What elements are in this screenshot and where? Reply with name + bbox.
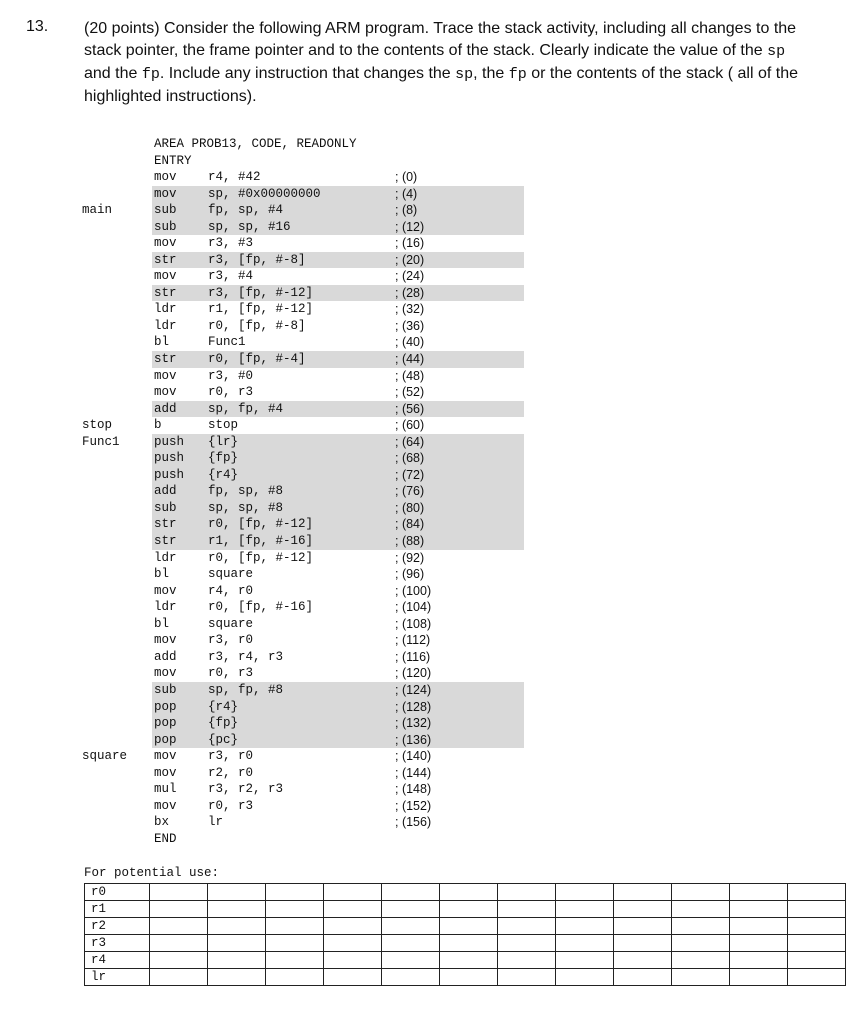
register-cell[interactable] xyxy=(440,884,498,901)
code-opcode: mov xyxy=(154,749,177,764)
register-cell[interactable] xyxy=(556,952,614,969)
register-cell[interactable] xyxy=(672,901,730,918)
register-cell[interactable] xyxy=(556,901,614,918)
code-line xyxy=(82,632,452,649)
code-line xyxy=(82,550,452,567)
register-row xyxy=(85,952,846,969)
code-comment: ; (48) xyxy=(395,368,425,383)
code-comment: ; (152) xyxy=(395,798,432,813)
code-comment: ; (36) xyxy=(395,318,425,333)
code-line xyxy=(82,566,452,583)
code-comment: ; (76) xyxy=(395,484,425,499)
code-line xyxy=(82,682,452,699)
code-opcode: bx xyxy=(154,815,170,830)
register-cell[interactable] xyxy=(266,918,324,935)
register-cell[interactable] xyxy=(208,901,266,918)
register-cell[interactable] xyxy=(208,952,266,969)
code-line xyxy=(82,401,452,418)
code-label: Func1 xyxy=(82,434,120,449)
code-label: main xyxy=(82,203,113,218)
register-cell[interactable] xyxy=(788,901,846,918)
code-comment: ; (56) xyxy=(395,401,425,416)
code-opcode: str xyxy=(154,285,177,300)
register-cell[interactable] xyxy=(324,935,382,952)
code-line xyxy=(82,649,452,666)
register-row xyxy=(85,918,846,935)
register-name: r1 xyxy=(85,901,150,918)
code-header-line xyxy=(82,153,452,170)
entry-directive: ENTRY xyxy=(154,153,192,168)
sp-keyword: sp xyxy=(455,66,474,83)
code-operands: {fp} xyxy=(208,716,239,731)
code-comment: ; (104) xyxy=(395,600,432,615)
code-line xyxy=(82,798,452,815)
code-operands: r0, [fp, #-8] xyxy=(208,318,306,333)
fp-keyword: fp xyxy=(141,66,160,83)
code-line xyxy=(82,417,452,434)
code-line xyxy=(82,268,452,285)
code-line xyxy=(82,616,452,633)
register-cell[interactable] xyxy=(614,901,672,918)
code-opcode: mov xyxy=(154,798,177,813)
register-cell[interactable] xyxy=(498,935,556,952)
code-line xyxy=(82,169,452,186)
register-cell[interactable] xyxy=(498,884,556,901)
code-comment: ; (8) xyxy=(395,203,418,218)
register-cell[interactable] xyxy=(266,935,324,952)
code-opcode: mov xyxy=(154,269,177,284)
code-line xyxy=(82,301,452,318)
code-operands: r0, [fp, #-12] xyxy=(208,550,314,565)
code-line xyxy=(82,450,452,467)
register-cell[interactable] xyxy=(266,952,324,969)
code-line xyxy=(82,334,452,351)
code-line xyxy=(82,368,452,385)
code-comment: ; (24) xyxy=(395,269,425,284)
register-cell[interactable] xyxy=(324,918,382,935)
code-comment: ; (128) xyxy=(395,699,432,714)
code-comment: ; (44) xyxy=(395,352,425,367)
code-label: stop xyxy=(82,418,113,433)
code-comment: ; (4) xyxy=(395,186,418,201)
code-opcode: push xyxy=(154,434,185,449)
code-opcode: mov xyxy=(154,666,177,681)
code-comment: ; (140) xyxy=(395,749,432,764)
register-cell[interactable] xyxy=(382,969,440,986)
code-operands: r3, r0 xyxy=(208,749,254,764)
code-opcode: mul xyxy=(154,782,177,797)
code-operands: {r4} xyxy=(208,467,239,482)
code-comment: ; (16) xyxy=(395,236,425,251)
fp-keyword: fp xyxy=(508,66,527,83)
code-opcode: mov xyxy=(154,368,177,383)
code-comment: ; (84) xyxy=(395,517,425,532)
question-text-part: (20 points) Consider the following ARM program. Trace the stack activity, including all changes to the stack pointer, the frame pointer and to the contents of the stack. Clearly indicate the value of the xyxy=(84,20,797,59)
register-cell[interactable] xyxy=(730,901,788,918)
code-opcode: ldr xyxy=(154,550,177,565)
code-line xyxy=(82,434,452,451)
code-line xyxy=(82,500,452,517)
register-row xyxy=(85,901,846,918)
code-opcode: mov xyxy=(154,765,177,780)
code-line xyxy=(82,748,452,765)
question-text xyxy=(84,18,804,108)
code-operands: square xyxy=(208,567,254,582)
code-line xyxy=(82,765,452,782)
area-directive: AREA PROB13, CODE, READONLY xyxy=(154,137,357,151)
code-comment: ; (40) xyxy=(395,335,425,350)
register-cell[interactable] xyxy=(614,935,672,952)
register-cell[interactable] xyxy=(614,969,672,986)
end-directive: END xyxy=(154,831,177,846)
code-opcode: ldr xyxy=(154,302,177,317)
code-operands: square xyxy=(208,616,254,631)
register-cell[interactable] xyxy=(556,935,614,952)
register-cell[interactable] xyxy=(440,918,498,935)
register-cell[interactable] xyxy=(150,884,208,901)
question-text-part: or the contents of the stack ( all of the highlighted instructions). xyxy=(84,65,799,105)
code-rows xyxy=(82,169,452,831)
code-opcode: pop xyxy=(154,699,177,714)
code-header-line xyxy=(82,136,452,153)
code-opcode: sub xyxy=(154,219,177,234)
code-comment: ; (116) xyxy=(395,649,431,664)
code-opcode: add xyxy=(154,484,177,499)
code-comment: ; (88) xyxy=(395,534,425,549)
question-text-part: and the xyxy=(84,65,142,82)
register-cell[interactable] xyxy=(382,952,440,969)
code-comment: ; (144) xyxy=(395,765,432,780)
register-table xyxy=(84,883,846,986)
register-name: lr xyxy=(85,969,150,986)
code-line xyxy=(82,483,452,500)
question-text-part: . Include any instruction that changes the xyxy=(159,65,456,82)
register-row xyxy=(85,884,846,901)
code-operands: r0, [fp, #-4] xyxy=(208,352,306,367)
register-cell[interactable] xyxy=(614,884,672,901)
register-name: r0 xyxy=(85,884,150,901)
register-cell[interactable] xyxy=(730,884,788,901)
code-operands: r0, r3 xyxy=(208,798,254,813)
code-operands: r0, r3 xyxy=(208,385,254,400)
code-operands: sp, sp, #8 xyxy=(208,500,284,515)
register-row xyxy=(85,935,846,952)
code-operands: r0, r3 xyxy=(208,666,254,681)
code-line xyxy=(82,252,452,269)
code-operands: sp, sp, #16 xyxy=(208,219,291,234)
sp-keyword: sp xyxy=(767,43,786,60)
register-cell[interactable] xyxy=(440,952,498,969)
register-cell[interactable] xyxy=(672,952,730,969)
code-opcode: push xyxy=(154,467,185,482)
register-cell[interactable] xyxy=(614,952,672,969)
register-cell[interactable] xyxy=(440,901,498,918)
register-name: r3 xyxy=(85,935,150,952)
register-cell[interactable] xyxy=(150,935,208,952)
code-operands: r4, r0 xyxy=(208,583,254,598)
register-row xyxy=(85,969,846,986)
code-opcode: str xyxy=(154,517,177,532)
register-cell[interactable] xyxy=(498,952,556,969)
code-operands: Func1 xyxy=(208,335,246,350)
register-cell[interactable] xyxy=(788,918,846,935)
code-operands: sp, fp, #8 xyxy=(208,682,284,697)
code-operands: r2, r0 xyxy=(208,765,254,780)
code-operands: {pc} xyxy=(208,732,239,747)
code-comment: ; (124) xyxy=(395,682,432,697)
register-cell[interactable] xyxy=(266,901,324,918)
register-cell[interactable] xyxy=(266,969,324,986)
code-opcode: add xyxy=(154,401,177,416)
code-listing xyxy=(82,136,452,847)
code-line xyxy=(82,583,452,600)
code-line xyxy=(82,665,452,682)
code-opcode: pop xyxy=(154,732,177,747)
code-comment: ; (12) xyxy=(395,219,425,234)
register-cell[interactable] xyxy=(672,935,730,952)
register-cell[interactable] xyxy=(730,935,788,952)
code-line xyxy=(82,699,452,716)
code-line xyxy=(82,599,452,616)
code-operands: r3, [fp, #-8] xyxy=(208,252,306,267)
code-operands: r3, r4, r3 xyxy=(208,649,284,664)
register-cell[interactable] xyxy=(382,918,440,935)
register-cell[interactable] xyxy=(498,901,556,918)
code-opcode: ldr xyxy=(154,318,177,333)
register-cell[interactable] xyxy=(150,952,208,969)
register-cell[interactable] xyxy=(382,884,440,901)
register-cell[interactable] xyxy=(614,918,672,935)
potential-use-label: For potential use: xyxy=(84,866,220,880)
code-comment: ; (100) xyxy=(395,583,432,598)
register-cell[interactable] xyxy=(208,969,266,986)
question-text-part: , the xyxy=(473,65,509,82)
code-comment: ; (64) xyxy=(395,434,425,449)
code-operands: stop xyxy=(208,418,239,433)
question-number: 13. xyxy=(26,18,49,35)
code-comment: ; (80) xyxy=(395,500,425,515)
code-comment: ; (28) xyxy=(395,285,425,300)
code-operands: sp, fp, #4 xyxy=(208,401,284,416)
code-comment: ; (148) xyxy=(395,782,432,797)
code-operands: lr xyxy=(208,815,224,830)
code-comment: ; (108) xyxy=(395,616,432,631)
code-line xyxy=(82,384,452,401)
code-operands: r0, [fp, #-16] xyxy=(208,600,314,615)
code-comment: ; (32) xyxy=(395,302,425,317)
code-operands: r3, r0 xyxy=(208,633,254,648)
code-line xyxy=(82,533,452,550)
code-line xyxy=(82,467,452,484)
register-cell[interactable] xyxy=(556,884,614,901)
register-cell[interactable] xyxy=(150,901,208,918)
code-comment: ; (20) xyxy=(395,252,425,267)
code-opcode: str xyxy=(154,252,177,267)
code-line xyxy=(82,318,452,335)
code-operands: r3, #4 xyxy=(208,269,254,284)
code-operands: r1, [fp, #-16] xyxy=(208,534,314,549)
code-operands: r1, [fp, #-12] xyxy=(208,302,314,317)
register-cell[interactable] xyxy=(208,918,266,935)
code-opcode: add xyxy=(154,649,177,664)
code-operands: {r4} xyxy=(208,699,239,714)
code-comment: ; (120) xyxy=(395,666,432,681)
register-name: r2 xyxy=(85,918,150,935)
code-label: square xyxy=(82,749,128,764)
register-cell[interactable] xyxy=(672,969,730,986)
code-opcode: mov xyxy=(154,633,177,648)
code-operands: {fp} xyxy=(208,451,239,466)
code-operands: r0, [fp, #-12] xyxy=(208,517,314,532)
register-cell[interactable] xyxy=(382,901,440,918)
code-comment: ; (72) xyxy=(395,467,425,482)
code-opcode: bl xyxy=(154,335,170,350)
code-line xyxy=(82,715,452,732)
register-cell[interactable] xyxy=(324,884,382,901)
code-comment: ; (52) xyxy=(395,385,425,400)
code-operands: r4, #42 xyxy=(208,170,261,184)
code-operands: {lr} xyxy=(208,434,239,449)
code-footer-line xyxy=(82,831,452,848)
register-cell[interactable] xyxy=(266,884,324,901)
register-cell[interactable] xyxy=(324,969,382,986)
register-cell[interactable] xyxy=(730,918,788,935)
code-opcode: str xyxy=(154,534,177,549)
register-cell[interactable] xyxy=(788,884,846,901)
code-comment: ; (132) xyxy=(395,716,432,731)
register-cell[interactable] xyxy=(498,969,556,986)
code-opcode: mov xyxy=(154,236,177,251)
code-operands: fp, sp, #4 xyxy=(208,203,284,218)
code-line xyxy=(82,781,452,798)
code-line xyxy=(82,351,452,368)
code-line xyxy=(82,814,452,831)
register-cell[interactable] xyxy=(324,901,382,918)
register-cell[interactable] xyxy=(150,969,208,986)
code-opcode: sub xyxy=(154,203,177,218)
code-opcode: push xyxy=(154,451,185,466)
code-opcode: mov xyxy=(154,170,177,184)
register-cell[interactable] xyxy=(672,918,730,935)
code-opcode: pop xyxy=(154,716,177,731)
code-line xyxy=(82,202,452,219)
register-cell[interactable] xyxy=(788,969,846,986)
code-opcode: mov xyxy=(154,385,177,400)
register-cell[interactable] xyxy=(556,969,614,986)
register-cell[interactable] xyxy=(324,952,382,969)
register-cell[interactable] xyxy=(440,935,498,952)
code-operands: fp, sp, #8 xyxy=(208,484,284,499)
register-cell[interactable] xyxy=(556,918,614,935)
code-comment: ; (156) xyxy=(395,815,432,830)
register-cell[interactable] xyxy=(208,935,266,952)
code-opcode: mov xyxy=(154,186,177,201)
code-operands: r3, #0 xyxy=(208,368,254,383)
code-line xyxy=(82,235,452,252)
code-opcode: bl xyxy=(154,567,170,582)
code-operands: sp, #0x00000000 xyxy=(208,186,321,201)
code-comment: ; (136) xyxy=(395,732,432,747)
code-opcode: sub xyxy=(154,682,177,697)
code-comment: ; (96) xyxy=(395,567,425,582)
code-opcode: b xyxy=(154,418,162,433)
code-opcode: sub xyxy=(154,500,177,515)
register-cell[interactable] xyxy=(208,884,266,901)
code-line xyxy=(82,186,452,203)
code-comment: ; (68) xyxy=(395,451,425,466)
code-operands: r3, #3 xyxy=(208,236,254,251)
code-comment: ; (0) xyxy=(395,170,418,184)
register-cell[interactable] xyxy=(730,952,788,969)
code-comment: ; (112) xyxy=(395,633,431,648)
register-cell[interactable] xyxy=(788,935,846,952)
code-operands: r3, [fp, #-12] xyxy=(208,285,314,300)
code-line xyxy=(82,219,452,236)
code-comment: ; (60) xyxy=(395,418,425,433)
register-cell[interactable] xyxy=(788,952,846,969)
code-opcode: ldr xyxy=(154,600,177,615)
code-line xyxy=(82,732,452,749)
code-line xyxy=(82,285,452,302)
register-cell[interactable] xyxy=(672,884,730,901)
code-line xyxy=(82,516,452,533)
register-cell[interactable] xyxy=(440,969,498,986)
register-cell[interactable] xyxy=(730,969,788,986)
code-opcode: bl xyxy=(154,616,170,631)
code-operands: r3, r2, r3 xyxy=(208,782,284,797)
register-cell[interactable] xyxy=(150,918,208,935)
code-opcode: mov xyxy=(154,583,177,598)
register-cell[interactable] xyxy=(382,935,440,952)
code-comment: ; (92) xyxy=(395,550,425,565)
code-opcode: str xyxy=(154,352,177,367)
register-cell[interactable] xyxy=(498,918,556,935)
register-name: r4 xyxy=(85,952,150,969)
